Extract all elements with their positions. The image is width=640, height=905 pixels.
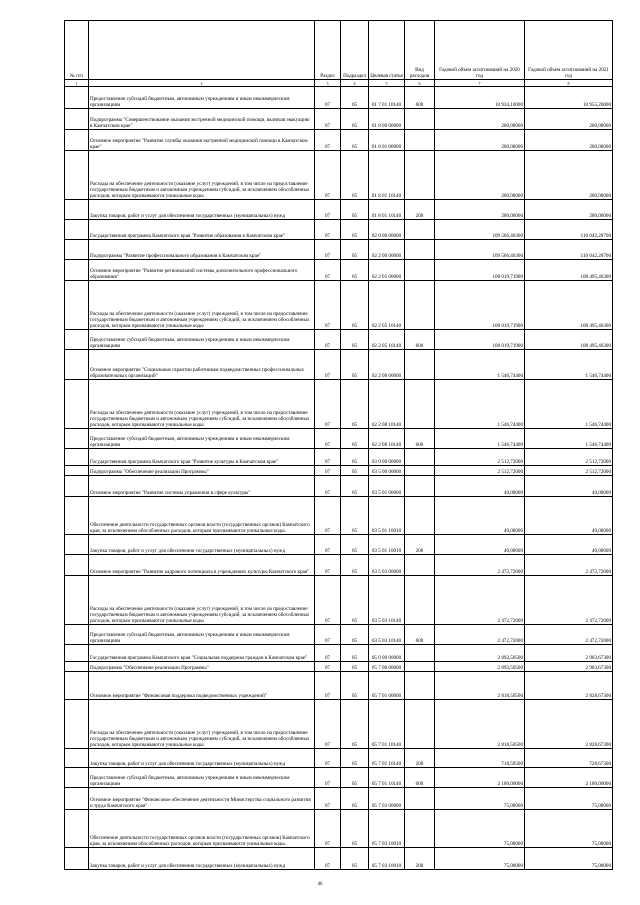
target-article-cell: 02 2 05 10140 bbox=[369, 330, 405, 350]
podrazdel-cell: 05 bbox=[341, 700, 369, 749]
amount-2020-cell: 2 512,72000 bbox=[435, 449, 525, 466]
amount-2020-cell: 200,00000 bbox=[435, 200, 525, 220]
expense-name-cell: Основное мероприятие "Финансовое обеспечение деятельности Министерства социального развития и труда Камчатского края" bbox=[89, 788, 315, 810]
expense-name-cell: Закупка товаров, работ и услуг для обеспечения государственных (муниципальных) нужд bbox=[89, 848, 315, 870]
target-article-cell: 01 8 01 00000 bbox=[369, 130, 405, 151]
row-number-cell bbox=[65, 466, 89, 476]
expense-type-cell bbox=[405, 700, 435, 749]
expense-name-cell: Основное мероприятие "Развитие кадрового потенциала в учреждениях культуры Камчатского края" bbox=[89, 555, 315, 576]
podrazdel-cell: 05 bbox=[341, 625, 369, 645]
expense-type-cell: 600 bbox=[405, 87, 435, 109]
target-article-cell: 01 7 01 10140 bbox=[369, 87, 405, 109]
expense-name-cell: Закупка товаров, работ и услуг для обеспечения государственных (муниципальных) нужд bbox=[89, 749, 315, 768]
amount-2021-cell: 2 512,72000 bbox=[525, 449, 613, 466]
amount-2021-cell: 2 828,67300 bbox=[525, 700, 613, 749]
table-row bbox=[65, 576, 613, 625]
amount-2020-cell: 2 818,50500 bbox=[435, 700, 525, 749]
razdel-cell: 07 bbox=[315, 749, 341, 768]
podrazdel-cell: 05 bbox=[341, 645, 369, 662]
razdel-cell: 07 bbox=[315, 466, 341, 476]
column-number: 3 bbox=[315, 80, 341, 87]
podrazdel-cell: 05 bbox=[341, 220, 369, 240]
razdel-cell: 07 bbox=[315, 449, 341, 466]
row-number-cell bbox=[65, 662, 89, 672]
podrazdel-cell: 05 bbox=[341, 109, 369, 130]
target-article-cell: 01 8 01 10140 bbox=[369, 151, 405, 200]
amount-2020-cell: 1 546,74400 bbox=[435, 429, 525, 449]
expense-type-cell: 600 bbox=[405, 429, 435, 449]
header-num: № п/п bbox=[65, 21, 89, 80]
document-page bbox=[64, 20, 612, 870]
table-row bbox=[65, 788, 613, 810]
amount-2021-cell: 40,00000 bbox=[525, 497, 613, 535]
amount-2020-cell: 10 934,10000 bbox=[435, 87, 525, 109]
expense-name-cell: Расходы на обеспечение деятельности (оказание услуг) учреждений, в том числе на предоставление государственным бюджетным и автономным учреждениям субсидий, за исключением обособленных расходов, которым присваиваются уникальные коды bbox=[89, 380, 315, 429]
amount-2020-cell: 40,00000 bbox=[435, 535, 525, 555]
razdel-cell: 07 bbox=[315, 476, 341, 497]
expense-name-cell: Обеспечение деятельности государственных органов власти (государственных органов) Камчатского края, за исключением обособленных расходов, которым присваиваются уникальные коды. bbox=[89, 497, 315, 535]
target-article-cell: 05 7 03 10010 bbox=[369, 848, 405, 870]
expense-name-cell: Государственная программа Камчатского края "Развитие культуры в Камчатском крае" bbox=[89, 449, 315, 466]
row-number-cell bbox=[65, 449, 89, 466]
amount-2020-cell: 75,00000 bbox=[435, 788, 525, 810]
column-number: 2 bbox=[89, 80, 315, 87]
row-number-cell bbox=[65, 497, 89, 535]
amount-2020-cell: 109 566,46300 bbox=[435, 220, 525, 240]
razdel-cell: 07 bbox=[315, 429, 341, 449]
expense-name-cell: Подпрограмма "Совершенствование оказания экстренной медицинской помощи, включая эвакуацию в Камчатском крае" bbox=[89, 109, 315, 130]
expense-name-cell: Подпрограмма "Развитие профессионального образования в Камчатском крае" bbox=[89, 240, 315, 260]
podrazdel-cell: 05 bbox=[341, 672, 369, 700]
amount-2020-cell: 200,00000 bbox=[435, 151, 525, 200]
table-row bbox=[65, 151, 613, 200]
expense-type-cell bbox=[405, 109, 435, 130]
header-amount-2021: Годовой объем ассигнований на 2021 год bbox=[525, 21, 613, 80]
expense-name-cell: Основное мероприятие "Финансовая поддержка подведомственных учреждений" bbox=[89, 672, 315, 700]
amount-2020-cell: 2 472,72000 bbox=[435, 555, 525, 576]
row-number-cell bbox=[65, 220, 89, 240]
amount-2021-cell: 2 472,72000 bbox=[525, 625, 613, 645]
expense-name-cell: Подпрограмма "Обеспечение реализации Программы" bbox=[89, 466, 315, 476]
razdel-cell: 07 bbox=[315, 151, 341, 200]
page-number: 46 bbox=[317, 882, 323, 887]
podrazdel-cell: 05 bbox=[341, 476, 369, 497]
amount-2021-cell: 75,00000 bbox=[525, 788, 613, 810]
amount-2021-cell: 1 546,74400 bbox=[525, 429, 613, 449]
amount-2021-cell: 110 042,20700 bbox=[525, 240, 613, 260]
razdel-cell: 07 bbox=[315, 848, 341, 870]
table-header-row bbox=[65, 21, 613, 80]
razdel-cell: 07 bbox=[315, 350, 341, 380]
expense-name-cell: Подпрограмма "Обеспечение реализации Программы" bbox=[89, 662, 315, 672]
razdel-cell: 07 bbox=[315, 788, 341, 810]
row-number-cell bbox=[65, 576, 89, 625]
expense-type-cell bbox=[405, 380, 435, 429]
header-expense-type: Вид расходов bbox=[405, 21, 435, 80]
amount-2021-cell: 2 472,72000 bbox=[525, 576, 613, 625]
expense-type-cell bbox=[405, 220, 435, 240]
amount-2020-cell: 1 546,74400 bbox=[435, 350, 525, 380]
target-article-cell: 05 7 03 10010 bbox=[369, 810, 405, 848]
razdel-cell: 07 bbox=[315, 240, 341, 260]
header-target-article: Целевая статья bbox=[369, 21, 405, 80]
row-number-cell bbox=[65, 848, 89, 870]
table-row bbox=[65, 476, 613, 497]
table-row bbox=[65, 330, 613, 350]
target-article-cell: 03 5 03 10140 bbox=[369, 576, 405, 625]
expense-type-cell: 600 bbox=[405, 625, 435, 645]
table-row bbox=[65, 645, 613, 662]
expense-name-cell: Расходы на обеспечение деятельности (оказание услуг) учреждений, в том числе на предоставление государственным бюджетным и автономным учреждениям субсидий, за исключением обособленных расходов, которым присваиваются уникальные коды bbox=[89, 281, 315, 330]
target-article-cell: 05 7 01 10140 bbox=[369, 749, 405, 768]
target-article-cell: 03 5 01 00000 bbox=[369, 476, 405, 497]
row-number-cell bbox=[65, 87, 89, 109]
table-row bbox=[65, 625, 613, 645]
target-article-cell: 03 0 00 00000 bbox=[369, 449, 405, 466]
table-row bbox=[65, 109, 613, 130]
expense-name-cell: Основное мероприятие "Социальные гарантии работникам подведомственных профессиональных образовательных организаций" bbox=[89, 350, 315, 380]
row-number-cell bbox=[65, 350, 89, 380]
podrazdel-cell: 05 bbox=[341, 810, 369, 848]
expense-name-cell: Государственная программа Камчатского края "Социальная поддержка граждан в Камчатском крае" bbox=[89, 645, 315, 662]
expense-name-cell: Основное мероприятие "Развитие системы управления в сфере культуры" bbox=[89, 476, 315, 497]
amount-2020-cell: 108 019,71900 bbox=[435, 281, 525, 330]
target-article-cell: 03 5 03 10140 bbox=[369, 625, 405, 645]
header-podrazdel: Подраздел bbox=[341, 21, 369, 80]
row-number-cell bbox=[65, 535, 89, 555]
table-row bbox=[65, 429, 613, 449]
expense-name-cell: Предоставление субсидий бюджетным, автономным учреждениям и иным некоммерческим организациям bbox=[89, 330, 315, 350]
expense-type-cell bbox=[405, 449, 435, 466]
column-number: 1 bbox=[65, 80, 89, 87]
expense-type-cell bbox=[405, 130, 435, 151]
amount-2020-cell: 75,00000 bbox=[435, 848, 525, 870]
table-row bbox=[65, 220, 613, 240]
podrazdel-cell: 05 bbox=[341, 662, 369, 672]
expense-type-cell: 200 bbox=[405, 848, 435, 870]
razdel-cell: 07 bbox=[315, 625, 341, 645]
target-article-cell: 02 2 05 10140 bbox=[369, 281, 405, 330]
razdel-cell: 07 bbox=[315, 535, 341, 555]
expense-type-cell bbox=[405, 645, 435, 662]
header-amount-2020: Годовой объем ассигнований на 2020 год bbox=[435, 21, 525, 80]
razdel-cell: 07 bbox=[315, 330, 341, 350]
header-razdel: Раздел bbox=[315, 21, 341, 80]
row-number-cell bbox=[65, 330, 89, 350]
column-number: 5 bbox=[369, 80, 405, 87]
amount-2020-cell: 40,00000 bbox=[435, 497, 525, 535]
row-number-cell bbox=[65, 645, 89, 662]
row-number-cell bbox=[65, 429, 89, 449]
amount-2021-cell: 10 955,20000 bbox=[525, 87, 613, 109]
table-row bbox=[65, 555, 613, 576]
podrazdel-cell: 05 bbox=[341, 151, 369, 200]
razdel-cell: 07 bbox=[315, 700, 341, 749]
amount-2020-cell: 2 893,50500 bbox=[435, 662, 525, 672]
amount-2020-cell: 718,50500 bbox=[435, 749, 525, 768]
target-article-cell: 01 8 01 10140 bbox=[369, 200, 405, 220]
table-row bbox=[65, 749, 613, 768]
amount-2021-cell: 200,00000 bbox=[525, 200, 613, 220]
row-number-cell bbox=[65, 380, 89, 429]
table-row bbox=[65, 87, 613, 109]
expense-name-cell: Расходы на обеспечение деятельности (оказание услуг) учреждений, в том числе на предоставление государственным бюджетным и автономным учреждениям субсидий, за исключением обособленных расходов, которым присваиваются уникальные коды bbox=[89, 700, 315, 749]
target-article-cell: 05 7 03 00000 bbox=[369, 788, 405, 810]
amount-2021-cell: 2 903,67300 bbox=[525, 662, 613, 672]
table-row bbox=[65, 449, 613, 466]
expense-name-cell: Предоставление субсидий бюджетным, автономным учреждениям и иным некоммерческим организациям bbox=[89, 768, 315, 788]
expense-name-cell: Расходы на обеспечение деятельности (оказание услуг) учреждений, в том числе на предоставление государственным бюджетным и автономным учреждениям субсидий, за исключением обособленных расходов, которым присваиваются уникальные коды bbox=[89, 576, 315, 625]
header-name bbox=[89, 21, 315, 80]
expense-name-cell: Предоставление субсидий бюджетным, автономным учреждениям и иным некоммерческим организациям bbox=[89, 429, 315, 449]
podrazdel-cell: 05 bbox=[341, 260, 369, 281]
podrazdel-cell: 05 bbox=[341, 281, 369, 330]
amount-2020-cell: 108 019,71900 bbox=[435, 330, 525, 350]
expense-type-cell: 200 bbox=[405, 749, 435, 768]
row-number-cell bbox=[65, 200, 89, 220]
expense-type-cell bbox=[405, 555, 435, 576]
target-article-cell: 02 0 00 00000 bbox=[369, 220, 405, 240]
amount-2021-cell: 40,00000 bbox=[525, 476, 613, 497]
expense-type-cell bbox=[405, 662, 435, 672]
expense-type-cell bbox=[405, 788, 435, 810]
expense-name-cell: Основное мероприятие "Развитие региональной системы дополнительного профессионального образования" bbox=[89, 260, 315, 281]
target-article-cell: 05 7 01 00000 bbox=[369, 672, 405, 700]
row-number-cell bbox=[65, 130, 89, 151]
table-row bbox=[65, 700, 613, 749]
razdel-cell: 07 bbox=[315, 672, 341, 700]
row-number-cell bbox=[65, 810, 89, 848]
amount-2021-cell: 2 512,72000 bbox=[525, 466, 613, 476]
amount-2021-cell: 1 546,74400 bbox=[525, 380, 613, 429]
razdel-cell: 07 bbox=[315, 200, 341, 220]
table-row bbox=[65, 662, 613, 672]
razdel-cell: 07 bbox=[315, 662, 341, 672]
table-row bbox=[65, 810, 613, 848]
target-article-cell: 05 7 00 00000 bbox=[369, 662, 405, 672]
razdel-cell: 07 bbox=[315, 645, 341, 662]
target-article-cell: 02 2 00 00000 bbox=[369, 240, 405, 260]
expense-name-cell: Основное мероприятие "Развитие службы оказания экстренной медицинской помощи в Камчатском крае" bbox=[89, 130, 315, 151]
amount-2020-cell: 2 472,72000 bbox=[435, 576, 525, 625]
expense-name-cell: Обеспечение деятельности государственных органов власти (государственных органов) Камчатского края, за исключением обособленных расходов, которым присваиваются уникальные коды. bbox=[89, 810, 315, 848]
amount-2020-cell: 2 100,00000 bbox=[435, 768, 525, 788]
amount-2020-cell: 2 818,50500 bbox=[435, 672, 525, 700]
row-number-cell bbox=[65, 476, 89, 497]
row-number-cell bbox=[65, 151, 89, 200]
column-number: 4 bbox=[341, 80, 369, 87]
amount-2021-cell: 108 495,46300 bbox=[525, 281, 613, 330]
target-article-cell: 02 2 08 10140 bbox=[369, 380, 405, 429]
table-row bbox=[65, 497, 613, 535]
amount-2021-cell: 200,00000 bbox=[525, 109, 613, 130]
podrazdel-cell: 05 bbox=[341, 240, 369, 260]
table-body bbox=[65, 87, 613, 870]
row-number-cell bbox=[65, 260, 89, 281]
target-article-cell: 05 7 01 10140 bbox=[369, 768, 405, 788]
row-number-cell bbox=[65, 749, 89, 768]
razdel-cell: 07 bbox=[315, 768, 341, 788]
expense-name-cell: Расходы на обеспечение деятельности (оказание услуг) учреждений, в том числе на предоставление государственным бюджетным и автономным учреждениям субсидий, за исключением обособленных расходов, которым присваиваются уникальные коды bbox=[89, 151, 315, 200]
expense-name-cell: Государственная программа Камчатского края "Развитие образования в Камчатском крае" bbox=[89, 220, 315, 240]
target-article-cell: 03 5 00 00000 bbox=[369, 466, 405, 476]
table-row bbox=[65, 130, 613, 151]
budget-table bbox=[64, 20, 613, 870]
amount-2020-cell: 2 893,50500 bbox=[435, 645, 525, 662]
column-number-row bbox=[65, 80, 613, 87]
expense-name-cell: Закупка товаров, работ и услуг для обеспечения государственных (муниципальных) нужд bbox=[89, 200, 315, 220]
target-article-cell: 03 5 01 10010 bbox=[369, 497, 405, 535]
amount-2020-cell: 2 472,72000 bbox=[435, 625, 525, 645]
amount-2021-cell: 40,00000 bbox=[525, 535, 613, 555]
amount-2021-cell: 2 903,67300 bbox=[525, 645, 613, 662]
podrazdel-cell: 05 bbox=[341, 497, 369, 535]
expense-type-cell: 600 bbox=[405, 330, 435, 350]
podrazdel-cell: 05 bbox=[341, 555, 369, 576]
expense-type-cell bbox=[405, 497, 435, 535]
amount-2020-cell: 1 546,74400 bbox=[435, 380, 525, 429]
row-number-cell bbox=[65, 768, 89, 788]
expense-type-cell: 600 bbox=[405, 768, 435, 788]
expense-type-cell: 200 bbox=[405, 200, 435, 220]
amount-2021-cell: 200,00000 bbox=[525, 130, 613, 151]
expense-type-cell bbox=[405, 281, 435, 330]
amount-2020-cell: 75,00000 bbox=[435, 810, 525, 848]
podrazdel-cell: 05 bbox=[341, 768, 369, 788]
expense-type-cell bbox=[405, 466, 435, 476]
podrazdel-cell: 05 bbox=[341, 535, 369, 555]
table-row bbox=[65, 240, 613, 260]
podrazdel-cell: 05 bbox=[341, 87, 369, 109]
amount-2021-cell: 2 100,00000 bbox=[525, 768, 613, 788]
amount-2020-cell: 2 512,72000 bbox=[435, 466, 525, 476]
razdel-cell: 07 bbox=[315, 281, 341, 330]
target-article-cell: 01 8 00 00000 bbox=[369, 109, 405, 130]
amount-2021-cell: 108 495,46300 bbox=[525, 260, 613, 281]
razdel-cell: 07 bbox=[315, 555, 341, 576]
razdel-cell: 07 bbox=[315, 220, 341, 240]
target-article-cell: 02 2 05 00000 bbox=[369, 260, 405, 281]
amount-2021-cell: 200,00000 bbox=[525, 151, 613, 200]
expense-name-cell: Предоставление субсидий бюджетным, автономным учреждениям и иным некоммерческим организациям bbox=[89, 87, 315, 109]
expense-type-cell bbox=[405, 576, 435, 625]
table-row bbox=[65, 200, 613, 220]
table-row bbox=[65, 466, 613, 476]
expense-type-cell bbox=[405, 672, 435, 700]
target-article-cell: 05 7 01 10140 bbox=[369, 700, 405, 749]
amount-2021-cell: 108 495,46300 bbox=[525, 330, 613, 350]
podrazdel-cell: 05 bbox=[341, 449, 369, 466]
expense-type-cell bbox=[405, 260, 435, 281]
amount-2020-cell: 200,00000 bbox=[435, 109, 525, 130]
column-number: 8 bbox=[525, 80, 613, 87]
razdel-cell: 07 bbox=[315, 87, 341, 109]
target-article-cell: 02 2 08 10140 bbox=[369, 429, 405, 449]
podrazdel-cell: 05 bbox=[341, 130, 369, 151]
expense-type-cell: 200 bbox=[405, 535, 435, 555]
table-row bbox=[65, 768, 613, 788]
expense-type-cell bbox=[405, 476, 435, 497]
amount-2020-cell: 200,00000 bbox=[435, 130, 525, 151]
podrazdel-cell: 05 bbox=[341, 788, 369, 810]
podrazdel-cell: 05 bbox=[341, 200, 369, 220]
table-row bbox=[65, 350, 613, 380]
target-article-cell: 02 2 08 00000 bbox=[369, 350, 405, 380]
razdel-cell: 07 bbox=[315, 576, 341, 625]
expense-type-cell bbox=[405, 151, 435, 200]
podrazdel-cell: 05 bbox=[341, 576, 369, 625]
row-number-cell bbox=[65, 109, 89, 130]
expense-name-cell: Закупка товаров, работ и услуг для обеспечения государственных (муниципальных) нужд bbox=[89, 535, 315, 555]
table-row bbox=[65, 672, 613, 700]
row-number-cell bbox=[65, 788, 89, 810]
razdel-cell: 07 bbox=[315, 260, 341, 281]
razdel-cell: 07 bbox=[315, 810, 341, 848]
razdel-cell: 07 bbox=[315, 380, 341, 429]
table-row bbox=[65, 380, 613, 429]
razdel-cell: 07 bbox=[315, 497, 341, 535]
expense-name-cell: Предоставление субсидий бюджетным, автономным учреждениям и иным некоммерческим организациям bbox=[89, 625, 315, 645]
razdel-cell: 07 bbox=[315, 130, 341, 151]
table-row bbox=[65, 535, 613, 555]
podrazdel-cell: 05 bbox=[341, 330, 369, 350]
expense-type-cell bbox=[405, 810, 435, 848]
column-number: 7 bbox=[435, 80, 525, 87]
row-number-cell bbox=[65, 625, 89, 645]
podrazdel-cell: 05 bbox=[341, 380, 369, 429]
row-number-cell bbox=[65, 700, 89, 749]
amount-2021-cell: 2 828,67300 bbox=[525, 672, 613, 700]
amount-2021-cell: 75,00000 bbox=[525, 810, 613, 848]
amount-2020-cell: 108 019,71900 bbox=[435, 260, 525, 281]
row-number-cell bbox=[65, 281, 89, 330]
amount-2021-cell: 1 546,74400 bbox=[525, 350, 613, 380]
target-article-cell: 05 0 00 00000 bbox=[369, 645, 405, 662]
column-number: 6 bbox=[405, 80, 435, 87]
podrazdel-cell: 05 bbox=[341, 848, 369, 870]
table-row bbox=[65, 848, 613, 870]
amount-2021-cell: 728,67300 bbox=[525, 749, 613, 768]
podrazdel-cell: 05 bbox=[341, 350, 369, 380]
row-number-cell bbox=[65, 240, 89, 260]
amount-2021-cell: 75,00000 bbox=[525, 848, 613, 870]
amount-2021-cell: 110 042,20700 bbox=[525, 220, 613, 240]
amount-2020-cell: 109 566,46300 bbox=[435, 240, 525, 260]
target-article-cell: 03 5 01 10010 bbox=[369, 535, 405, 555]
razdel-cell: 07 bbox=[315, 109, 341, 130]
expense-type-cell bbox=[405, 240, 435, 260]
row-number-cell bbox=[65, 672, 89, 700]
table-row bbox=[65, 281, 613, 330]
amount-2021-cell: 2 472,72000 bbox=[525, 555, 613, 576]
podrazdel-cell: 05 bbox=[341, 749, 369, 768]
table-row bbox=[65, 260, 613, 281]
target-article-cell: 03 5 03 00000 bbox=[369, 555, 405, 576]
expense-type-cell bbox=[405, 350, 435, 380]
podrazdel-cell: 05 bbox=[341, 429, 369, 449]
row-number-cell bbox=[65, 555, 89, 576]
podrazdel-cell: 05 bbox=[341, 466, 369, 476]
amount-2020-cell: 40,00000 bbox=[435, 476, 525, 497]
